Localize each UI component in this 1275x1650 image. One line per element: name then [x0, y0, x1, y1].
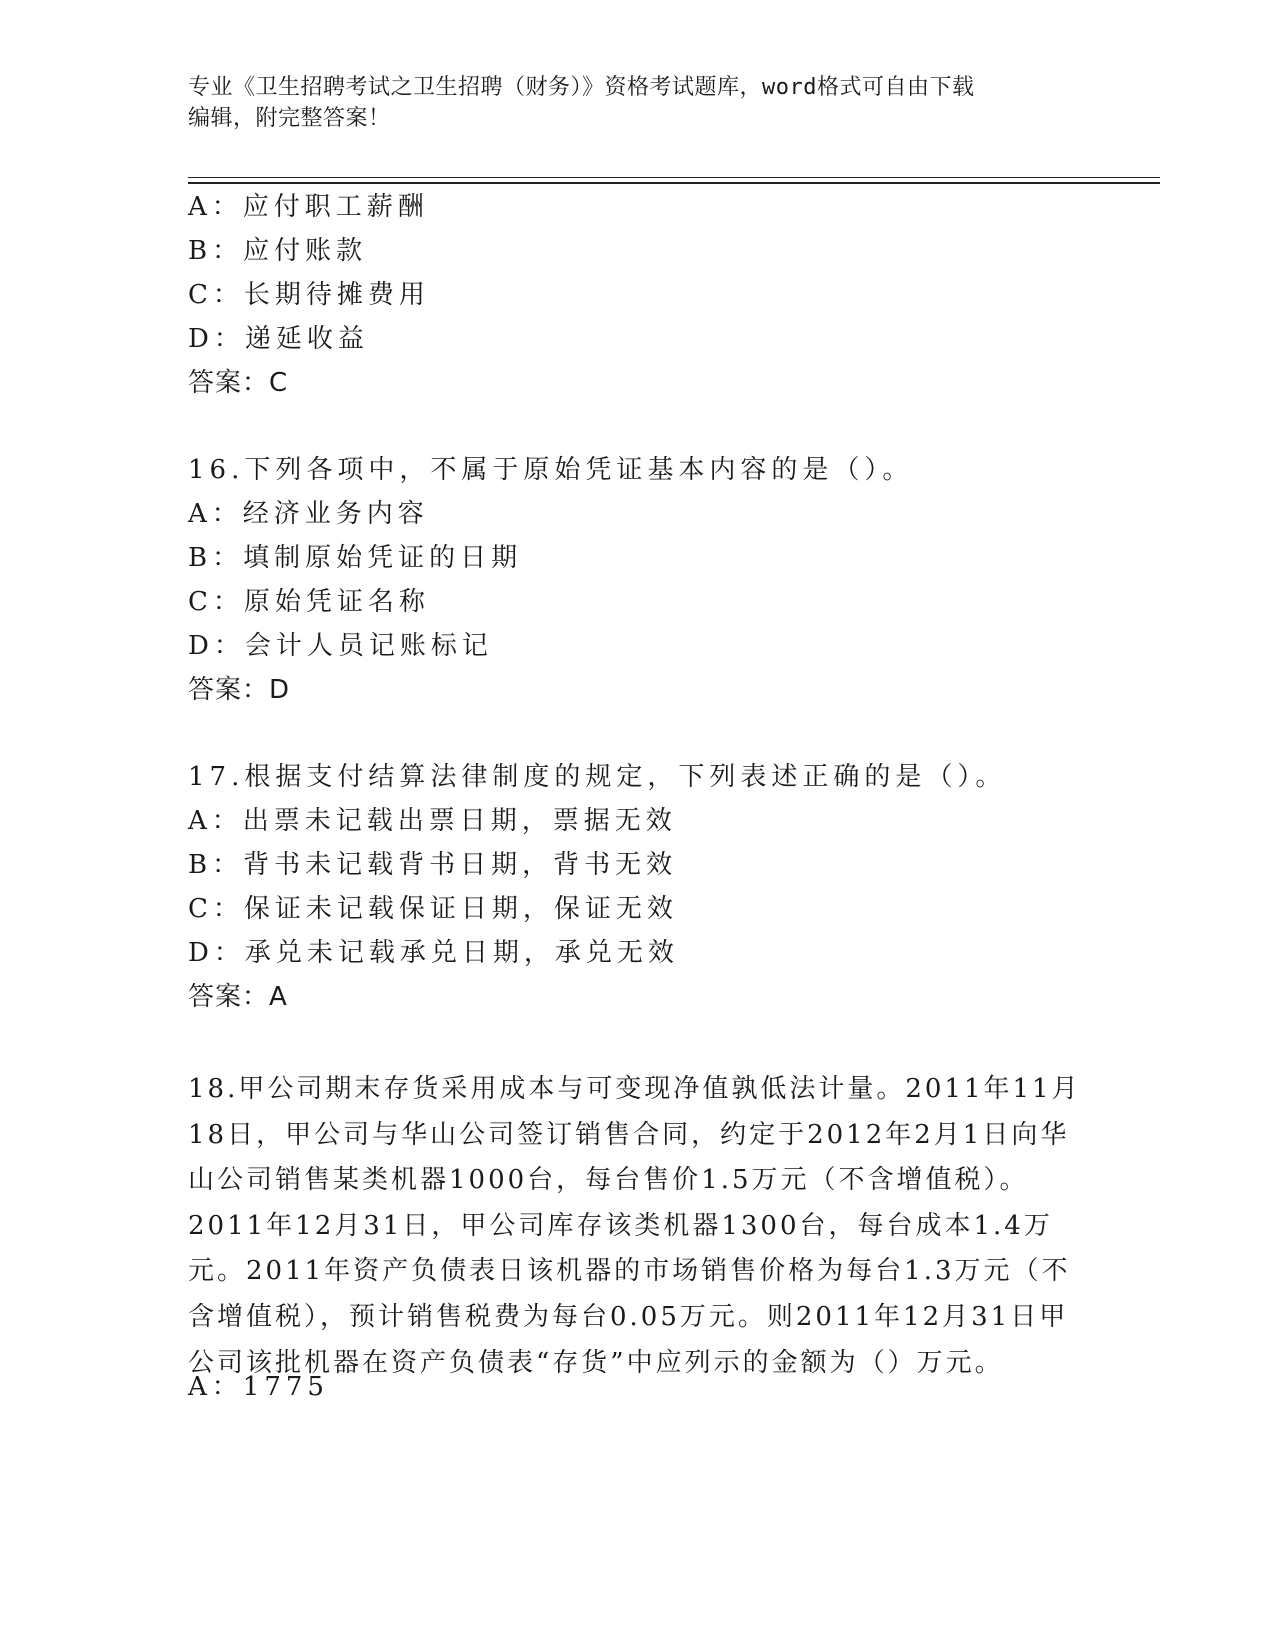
header-line-1: 专业《卫生招聘考试之卫生招聘（财务）》资格考试题库，word格式可自由下载 — [188, 75, 975, 100]
answer-label: 答案：D — [188, 675, 291, 705]
option-d: D：承兑未记载承兑日期，承兑无效 — [188, 938, 679, 968]
option-a: A：出票未记载出票日期，票据无效 — [188, 806, 677, 836]
option-d: D：会计人员记账标记 — [188, 631, 493, 661]
question-stem: 17.根据支付结算法律制度的规定，下列表述正确的是（）。 — [188, 762, 1007, 792]
option-c: C：保证未记载保证日期，保证无效 — [188, 894, 678, 924]
header-divider-thin — [188, 177, 1160, 178]
option-a: A：1775 — [188, 1372, 329, 1402]
answer-label: 答案：A — [188, 982, 288, 1012]
option-d: D：递延收益 — [188, 324, 369, 354]
document-header — [188, 72, 1088, 134]
question-stem: 16.下列各项中，不属于原始凭证基本内容的是（）。 — [188, 455, 914, 485]
option-b: B：背书未记载背书日期，背书无效 — [188, 850, 678, 880]
option-c: C：原始凭证名称 — [188, 587, 430, 617]
header-line-2: 编辑，附完整答案！ — [188, 106, 391, 131]
header-divider-thick — [188, 182, 1160, 184]
option-a: A：应付职工薪酬 — [188, 192, 429, 222]
option-b: B：应付账款 — [188, 236, 368, 266]
option-b: B：填制原始凭证的日期 — [188, 543, 523, 573]
answer-label: 答案：C — [188, 368, 289, 398]
question-stem: 18.甲公司期末存货采用成本与可变现净值孰低法计量。2011年11月18日，甲公司与华山公司签订销售合同，约定于2012年2月1日向华山公司销售某类机器1000台，每台售价1.5万元（不含增值税）。2011年12月31日，甲公司库存该类机器1300台，每台成本1.4万元。2011年资产负债表日该机器的市场销售价格为每台1.3万元（不含增值税），预计销售税费为每台0.05万元。则2011年12月31日甲公司该批机器在资产负债表“存货”中应列示的金额为（）万元。 — [188, 1074, 1081, 1378]
option-a: A：经济业务内容 — [188, 499, 429, 529]
option-c: C：长期待摊费用 — [188, 280, 430, 310]
